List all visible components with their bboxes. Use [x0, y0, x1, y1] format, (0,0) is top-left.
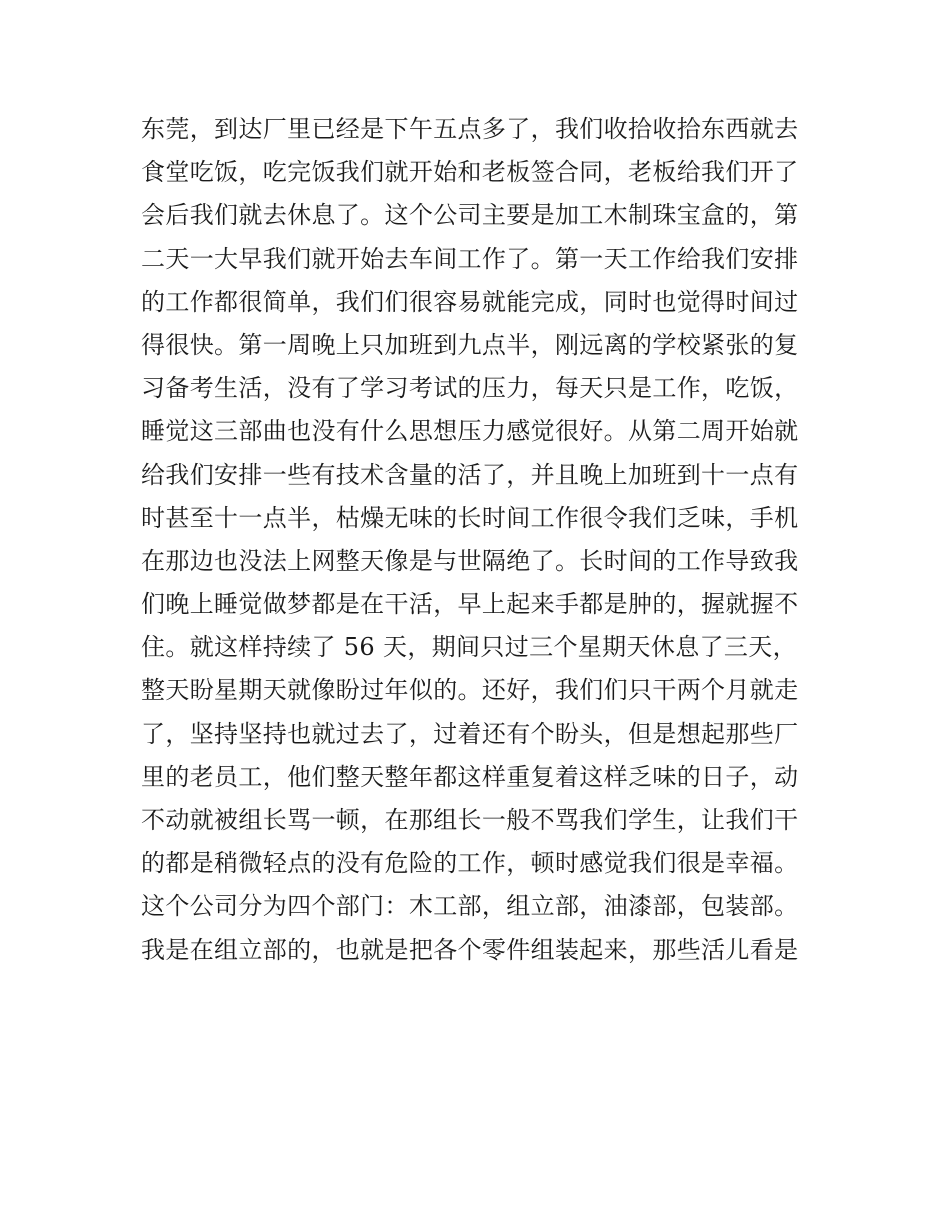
text-line: 整天盼星期天就像盼过年似的。还好，我们们只干两个月就走 [141, 676, 799, 705]
text-line: 住。就这样持续了 56 天，期间只过三个星期天休息了三天， [141, 633, 797, 662]
text-line: 在那边也没法上网整天像是与世隔绝了。长时间的工作导致我 [141, 546, 799, 575]
text-line: 东莞，到达厂里已经是下午五点多了，我们收拾收拾东西就去 [141, 115, 799, 143]
text-line: 了，坚持坚持也就过去了，过着还有个盼头，但是想起那些厂 [141, 719, 799, 748]
text-line: 习备考生活，没有了学习考试的压力，每天只是工作，吃饭， [141, 374, 799, 403]
body-text [141, 108, 821, 972]
text-line: 的工作都很简单，我们们很容易就能完成，同时也觉得时间过 [141, 287, 799, 316]
text-line: 时甚至十一点半，枯燥无味的长时间工作很令我们乏味，手机 [141, 503, 799, 532]
text-line: 二天一大早我们就开始去车间工作了。第一天工作给我们安排 [141, 244, 799, 273]
text-line: 得很快。第一周晚上只加班到九点半，刚远离的学校紧张的复 [141, 330, 799, 359]
text-line: 的都是稍微轻点的没有危险的工作，顿时感觉我们很是幸福。 [141, 849, 799, 878]
text-line: 里的老员工，他们整天整年都这样重复着这样乏味的日子，动 [141, 762, 799, 791]
text-line: 给我们安排一些有技术含量的活了，并且晚上加班到十一点有 [141, 460, 799, 489]
text-line: 们晚上睡觉做梦都是在干活，早上起来手都是肿的，握就握不 [141, 590, 799, 619]
text-line: 食堂吃饭，吃完饭我们就开始和老板签合同，老板给我们开了 [141, 158, 799, 187]
text-line: 会后我们就去休息了。这个公司主要是加工木制珠宝盒的，第 [141, 201, 799, 230]
text-line: 我是在组立部的，也就是把各个零件组装起来，那些活儿看是 [141, 935, 799, 964]
text-line: 睡觉这三部曲也没有什么思想压力感觉很好。从第二周开始就 [141, 417, 799, 446]
text-line: 这个公司分为四个部门：木工部，组立部，油漆部，包装部。 [141, 892, 799, 921]
text-line: 不动就被组长骂一顿，在那组长一般不骂我们学生，让我们干 [141, 806, 799, 834]
